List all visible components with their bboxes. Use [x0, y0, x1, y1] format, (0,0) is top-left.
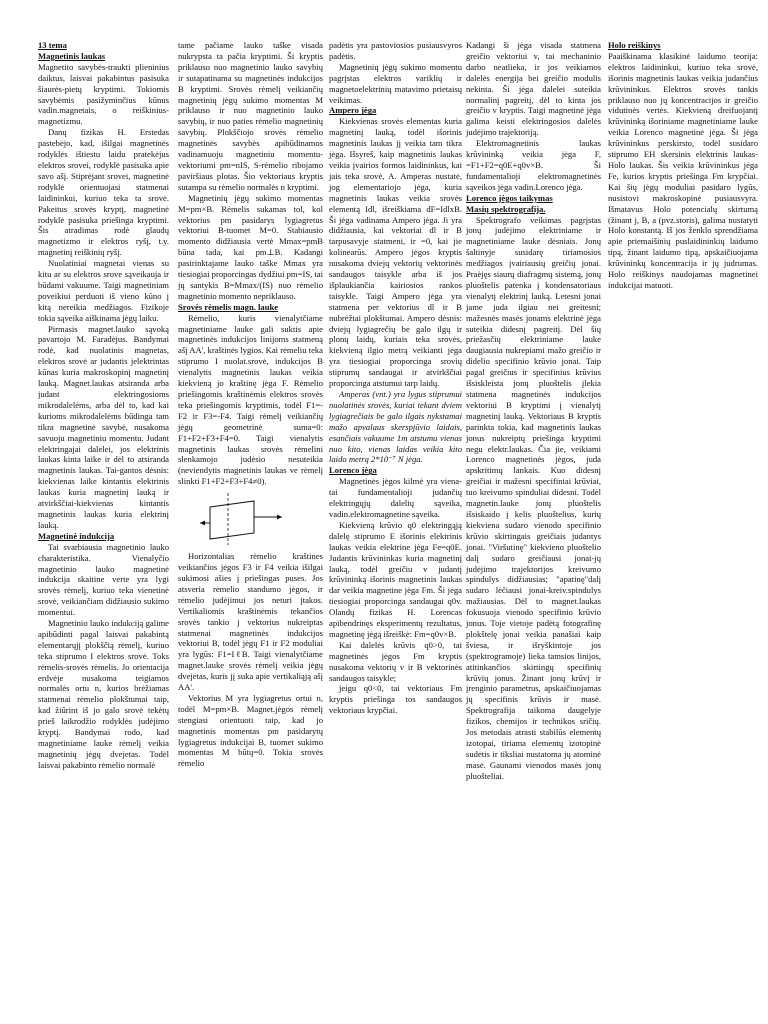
- column-1: [38, 40, 169, 771]
- column-3: [329, 40, 462, 716]
- paragraph: Danų fizikas H. Erstedas pastebėjo, kad, išilgai magnetinės rodyklės ištiestu laidu pratekėjus elektros srovei, rodyklė pasisuka apie savo ašį. Stiprėjant srovei, magnetinė rodyklė orientuojasi statmenai laidininkui, kuriuo teka ta srovė. Pakeitus srovės kryptį, magnetinė rodyklė pasisuka priešinga kryptimi. Šis atradimas rodė glaudų magnetizmo ir elektros ryšį, t.y. magnetinį reiškinių ryšį.: [38, 127, 169, 258]
- paragraph-ampere-definition: Amperas (vnt.) yra lygus stiprumui nuolatinės srovės, kuriai tekant dviem lygiagrečiais be galo ilgais nykstamai mažo apvalaus skerspjūvio laidais, esančiais vakuume 1m atstumu vienas nuo kito, vienas laidas veikia kito laido metrą 2*10⁻⁷ N jėga.: [329, 389, 462, 465]
- paragraph: Magnetinio lauko indukciją galime apibūdinti pagal laisvai pakabintą elementarųjį plokščią rėmelį, kuriuo teka stiprumo I elektros srovė. Toks rėmelis-srovės rėmelis. Jo orientacija erdvėje nusakoma teigiamos normalės ortu n, kurios brėžiamas statmenai rėmelio plokštumai taip, kad žiūrint iš jo galo srovė tekėtų prieš laikrodžio rodyklės judėjimo kryptį. Bandymai rodo, kad magnetiniame lauke rėmelį veikia magnetinių jėgų dvejetas. Todėl laisvai pakabinto rėmelio normalė: [38, 618, 169, 770]
- heading-mass-spectrography: Masių spektrografija.: [466, 203, 546, 214]
- paragraph: Paaiškinama klasikinė laidumo teorija: elektros laidininkui, kuriuo teka srovė, išorinis magnetinis laukas veikia judančius krūvininkus. Elektros srovės tankis priklauso nuo jų koncentracijos ir greičio vidutinės vertės. Kiekvieną dreifuojantį krūvininką išoriniame magnetiniame lauke veikia Lorenco magnetinė jėga. Ši jėga krūvininkus perskirsto, todėl susidaro stiprumo EH skersinis elektrinis laukas-Holo laukas. Šis veikia krūvininkus jėga Fe, kurios kryptis priešinga Fm krypčiai. Kai šių jėgų moduliai pasidaro lygūs, nusistovi makroskopinė pusiausvyra. Išmatavus Holo potencialų skirtumą (žinant j, B, a (pvz.storis), galima nustatyti Holo konstantą. Iš jos ženklo sprendžiama apie priemaišinių puslaidininkių laidumo tipą, žinant laidumo tipą, apskaičiuojama krūvininkų koncentracija ir jų judrumas. Holo reiškinys naudojamas magnetinei indukcijai matuoti.: [608, 50, 758, 290]
- paragraph: Spektrografo veikimas pagrįstas jonų judėjimo elektriniame ir magnetiniame lauke dėsniais. Jonų šaltinyje susidarę tiriamosios medžiagos įvairiausių greičių jonai. Praėjęs siaurų diafragmų sistemą, jonų pluoštelis patenka į kondensatoriaus vienalytį elektrinį lauką. Letesni jonai jame juda ilgiau nei greitesni; mažesnės masės jonams elektrinė jėga suteikia didesnį pagreitį. Dėl šių priežasčių elektriniame lauke daugiausia nukrepiami mažo greičio ir didelio specifinio krūvio jonai. Taip pagal greičius ir specifinius krūvius išsiskleista jonų pluoštelis įlekia statmena magnetinės indukcijos vektoriui B kryptimi į vienalytį magnetinį lauką. Vektoriaus B kryptis parinkta tokia, kad magnetinis laukas jonus nukreiptų priešinga kryptimi negu elektr.laukas. Čia jie, veikiami Lorenco magnetinės jėgos, juda apskritimų lankais. Kuo didesnį greičiai ir mažesni specifiniai krūviai, tuo kreivumo spinduliai didesni. Todėl magnetin.lauke jonų pluoštelis išsiskaido į kelis pluoštelius, kurių kiekviena sudaro vienodo specifinio krūvio skirtingais greičiais judantys jonai. "Viršutinę" kiekvieno pluoštelio dalį sudaro greičiausi jonai-jų judėjimo trajektorijos kreivumo spindulys didžiausias; "apatinę"dalį sudaro lėčiausi jonai-kreiv.spindulys mažiausias. Dėl to magnet.laukas fokusuoja vienodo specifinio krūvio jonus. Toje vietoje padėtą fotografinę plokštelę jonai veikia panašiai kaip šviesa, ir išryškintoje jos (spektrogramoje) lieka tamsios linijos, atitinkančios skirtingų specifinių krūvių jonus. Žinant jonų krūvį ir įrenginio parametrus, apskaičiuojamas jų specifinis krūvis ir masė. Spektrografija taikoma daugelyje fizikos, chemijos ir technikos sričių. Jos metodais atrasti stabilūs elementų izotopai, tiriama elementų izotopinė sudėtis ir tiksliai nustatoma jų atominė masė. Gaunami vienodos masės jonų pluošteliai.: [466, 214, 601, 781]
- heading-magnetic-induction: Magnetinė indukcija: [38, 530, 115, 541]
- column-4: [466, 40, 601, 782]
- paragraph: Horizontalias rėmelio kraštines veikiančios jėgos F3 ir F4 veikia išilgai sukimosi ašies į priešingas puses. Jos atsveria rėmelio standumo jėgos, ir rėmelio judėjimui jos neturi įtakos. Vertikaliomis kraštinėmis tekančios srovės tankio j vektorius nukreiptas statmenai magnetinės indukcijos vektoriui B, todėl jėgų F1 ir F2 moduliai yra lygūs: F1=IℓB. Taigi vienalytčiame magnet.lauke srovės rėmelį veikia jėgų dvejetas, kuris jį suka apie vertikaliąją ašį AA'.: [178, 551, 323, 693]
- paragraph: jeigu q0<0, tai vektoriaus Fm kryptis priešinga tos sandaugos vektoriaus krypčiai.: [329, 683, 462, 716]
- paragraph: Elektromagnetinis laukas krūvininką veikia jėga F, =F1+F2=q0E+q0v×B. Ši fundamentalioji elektromagnetinės sąveikos jėga vadin.Lorenco jėga.: [466, 138, 601, 192]
- force-arrowhead-opposite: [200, 521, 205, 526]
- column-5: [608, 40, 758, 291]
- topic-title: 13 tema: [38, 40, 67, 50]
- paragraph: Rėmelio, kuris vienalytčiame magnetiniame lauke gali suktis apie magnetinės indukcijos linijoms statmeną ašį AA', kraštinės lygios. Kai rėmeliu teka stiprumo I nuolat.srovė, indukcijos B vienalytis magnetinis laukas veikia kiekvieną jo kraštinę jėga F. Rėmelio priešingomis kraštinėmis elektros srovės teka priešingomis kryptimis, todėl F1=-F2 ir F3=-F4. Taigi rėmelį veikiančių jėgų geometrinė suma=0: F1+F2+F3+F4=0. Taigi vienalytis magnetinis laukas srovės rėmelini slenkamojo judėsio nesuteikia (neviendytis magnetinis laukas ve rėmelį slinkti F1+F2+F3+F4≠0).: [178, 312, 323, 487]
- paragraph: Pirmasis magnet.lauko sąvoką pavartojo M. Faradėjus. Bandymai rodė, kad nuolatinis magnetas, elektros srovė ar judantis jelektrintas kūnas kuria makroskopinį magnetinį lauką. Magnet.laukas atsiranda arba judant elektringosioms mikrodalelėms, arba dėl to, kad kai kurioms mikrodalelėms būdinga tam tikra magnetinė savybė, nusakoma savuoju magnetiniu momentu. Judant elektringajai dalelei, jos elektrinis laukas kinta laike ir dėl to atsiranda magnetinis laukas. Tai-gantos dėsnis: kiekvienas laike kintantis elektrinis laukas kuria magnetinį lauką ir atvirkščiai-kiekvienas kintantis magnetinis laukas kuria elektrinį lauką.: [38, 323, 169, 530]
- heading-magnetic-field: Magnetinis laukas: [38, 50, 106, 61]
- paragraph: Kiekvieną krūvio q0 elektringąją dalelę stiprumo E išorinis elektrinis laukas veikia elektrine jėga Fe=q0E. Judantis krūvininkas kuria magnetinį lauką, todėl greičiu v judantį krūvininką išorinis magnetinis laukas dar veikia magnetine jėga Fm. Ši jėga tiesiogiai proporcinga sandaugai q0v. Olandų fizikas H. Lorencas apibendrinęs eksperimentų rezultatus, magnetinę jėgą išreiškė: Fm=q0v×B.: [329, 519, 462, 639]
- paragraph: Magnetinių jėgų sukimo momentu pagrįstas elektros variklių ir magnetoelektrinių matavimo prietaisų veikimas.: [329, 61, 462, 105]
- paragraph: Kadangi ši jėga visada statmena greičio vektoriui v, tai mechaninio darbo neatlieka, ir jos veikiamos dalelės energija bei greičio modulis nekinta. Ši jėga dalelei suteikia normalinį pagreitį, dėl to kinta jos greičio v kryptis. Taigi magnetinė jėga galima keisti elektringosios dalelės judėjimo trajektoriją.: [466, 40, 601, 138]
- paragraph: Kai dalelės krūvis q0>0, tai magnetinės jėgos Fm kryptis nusakoma vektorių v ir B vektorinės sandaugos taisykle;: [329, 639, 462, 683]
- force-arrowhead: [277, 515, 282, 520]
- paragraph: Magnetinių jėgų sukimo momentas M=pm×B. Rėmelis sukamas tol, kol vektorius pm pasidarys lygiagretus vektoriui B-tuomet M=0. Stabiausio momento didžiausia vertė Mmax=pmB būna tada, kai pm⊥B. Kadangi pasirinktajame lauko taške Mmax yra tiesiogiai proporcingas dydžiui pm=IS, tai jų santykis B=Mmax/(IS) nuo rėmelio magnetinio momento nepriklauso.: [178, 192, 323, 301]
- paragraph: Vektorius M yra lygiagretus ortui n, todėl M=pm×B. Magnet.jėgos rėmelį stengiasi orientuoti taip, kad jo magnetinis momentas pm pasidarytų lygiagretus indukcijai B, tuomet sukimo momentas M būtų=0. Tokia srovės rėmelio: [178, 692, 323, 769]
- paragraph: Nuolatiniai magnetai vienas su kitu ar su elektros srove sąveikauja ir būdami vakuume. Taigi magnetiniam poveikiui perduoti iš vieno kūno į kitą nereikia medžiagos. Fizikoje tokia sąveika aiškinama jėgų laiku.: [38, 258, 169, 323]
- paragraph: tame pačiame lauko taške visada nukrypsta ta pačia kryptimi. Ši kryptis priklauso nuo magnetinio lauko savybių ir sutapatinama su magnetinės indukcijos B kryptimi. Srovės rėmelį veikiančių magnetinių jėgų sukimo momentas M priklauso ir nuo magnetinio lauko savybių, ir nuo paties rėmelio magnetinių savybių. Plokščiojo srovės rėmelio magnetinės savybės apibūdinamos vadinamuoju magnetiniu momentu-vektoriumi pm=nIS, S-rėmelio ribojamo paviršiaus plotas. Šio vektoriaus kryptis sutampa su rėmelio normalės n kryptimi.: [178, 40, 323, 192]
- paragraph: Magnetito savybės-traukti plieninius daiktus, laisvai pakabintus pasisuka šiaurės-pietų kryptimi. Tokiomis savybėmis pasižyminčius kūnus vadin.magnetais, o reiškinius-magnetizmu.: [38, 61, 169, 127]
- paragraph: Kiekvienas srovės elementas kuria magnetinį lauką, todėl išorinis magnetinis laukas jį veikia tam tikra jėga. Išsyreš, kaip magnetinis laukas veikia įvairios formos laidininkus, kai jais teka srovė, A. Amperas nustatė, jog elementariojo jėga, kuria magnetinis laukas veikia srovės elementą Idl, išreiškiama dF=IdlxB. Ši jėga vadinama Ampero jėga. Ji yra didžiausia, kai vektoriai dl ir B tarpusavyje statmeni, ir =0, kai jie kolinearūs. Ampero jėgos kryptis nusakoma dviejų vektorių vektorinės sandaugos taisykle arba iš jos išplaukiančia kairiosios rankos taisykle. Taigi Ampero jėga yra statmena per vektorius dl ir B nubrėžtai plokštumai. Ampero dėsnis: dviejų lygiagrečių be galo ilgų ir plonų laidų, kuriais teka srovės, kiekvieną ilgio metrą veikianti jėga yra tiesiogiai proporcinga srovių stiprumų sandaugai ir atvirkščiai proporcinga atstumui tarp laidų.: [329, 116, 462, 389]
- frame-outline: [210, 501, 254, 539]
- paragraph: Tai svarbiausia magnetinio lauko charakteristika. Vienalyčio magnetinio lauko magnetinė indukcija skaitine verte yra lygi srovės rėmelį, kuriuo teka vienetinė srovė, veikiančiam didžiausio sukimo momentui.: [38, 541, 169, 618]
- heading-lorentz-force: Lorenco jėga: [329, 465, 377, 476]
- paragraph: padėtis yra pastoviosios pusiausvyros padėtis.: [329, 40, 462, 61]
- heading-lorentz-application: Lorenco jėgos taikymas: [466, 192, 553, 203]
- current-frame-diagram: [198, 491, 290, 547]
- heading-hall-effect: Holo reiškinys: [608, 40, 661, 50]
- column-2: [178, 40, 323, 769]
- heading-current-frame: Srovės rėmelis magn. lauke: [178, 301, 279, 312]
- heading-ampere-force: Ampero jėga: [329, 105, 377, 116]
- paragraph: Magnetinės jėgos kilmė yra viena-tai fundamentalioji judančių elektringųjų dalelių sąveika, vadin.elektromagnetine sąveika.: [329, 476, 462, 519]
